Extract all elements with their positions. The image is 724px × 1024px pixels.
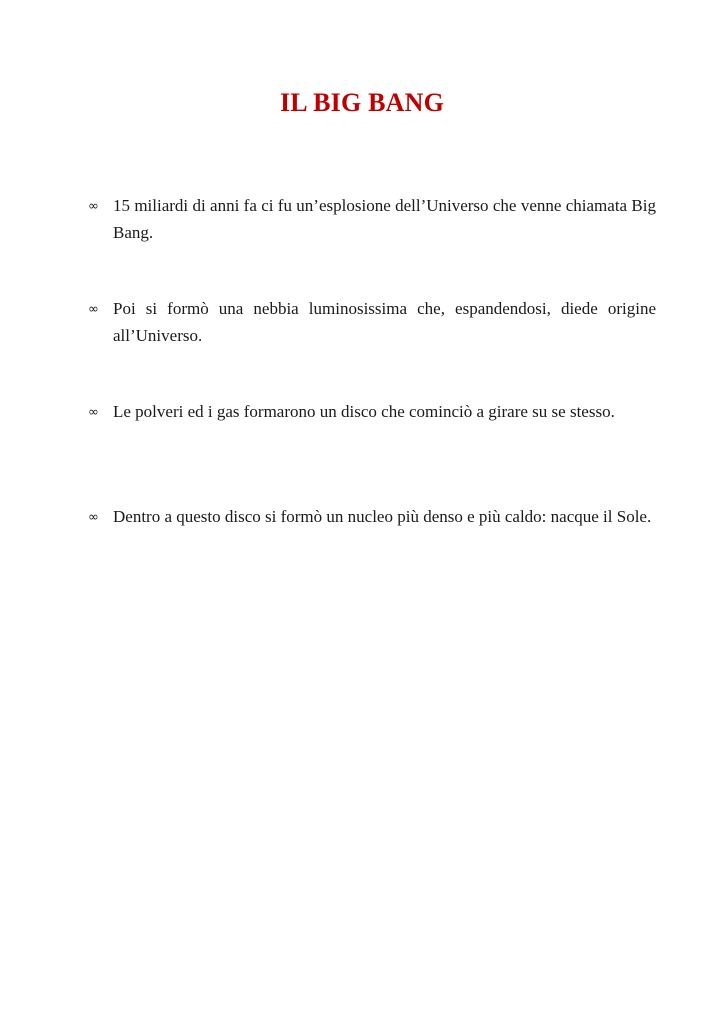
list-item-text: 15 miliardi di anni fa ci fu un’esplosione dell’Universo che venne chiamata Big Bang. (113, 196, 656, 242)
infinity-icon: ∞ (88, 199, 99, 214)
infinity-icon: ∞ (88, 405, 99, 420)
page-title: IL BIG BANG (279, 88, 445, 117)
list-item-text: Poi si formò una nebbia luminosissima che, espandendosi, diede origine all’Universo. (113, 299, 656, 345)
list-item-text: Dentro a questo disco si formò un nucleo più denso e più caldo: nacque il Sole. (113, 507, 652, 526)
infinity-icon: ∞ (88, 510, 99, 525)
list-item-text: Le polveri ed i gas formarono un disco che cominciò a girare su se stesso. (113, 402, 615, 421)
infinity-icon: ∞ (88, 302, 99, 317)
